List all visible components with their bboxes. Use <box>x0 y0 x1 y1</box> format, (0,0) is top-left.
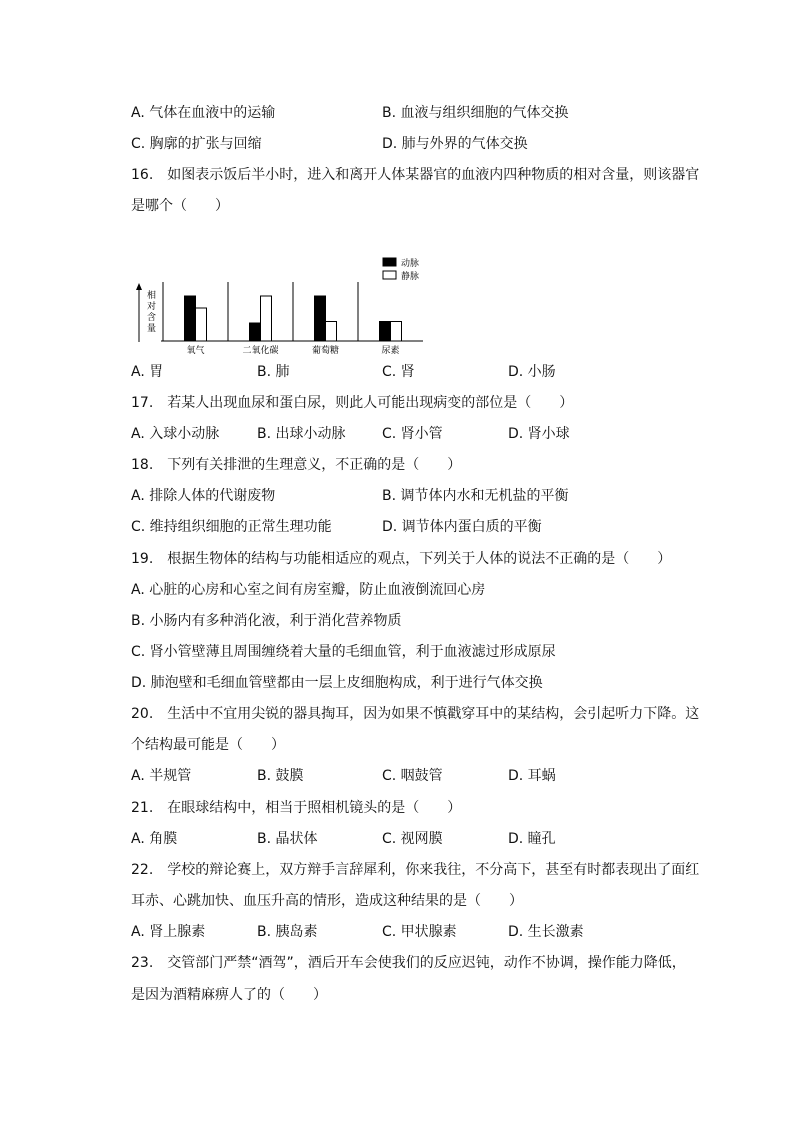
q22-option-a: A. 肾上腺素 <box>131 924 206 940</box>
y-axis-label-char: 对 <box>147 302 157 312</box>
q16-bar-chart <box>131 254 431 356</box>
q16-option-a: A. 胃 <box>131 364 164 380</box>
q18-option-a: A. 排除人体的代谢废物 <box>131 488 276 504</box>
category-label: 葡萄糖 <box>311 346 340 356</box>
q22-option-c: C. 甲状腺素 <box>382 924 457 940</box>
bar-artery-1 <box>250 323 261 341</box>
q17-option-c: C. 肾小管 <box>382 426 443 442</box>
y-axis-arrow-icon <box>136 283 142 290</box>
q19-option-c: C. 肾小管壁薄且周围缠绕着大量的毛细血管，利于血液滤过形成原尿 <box>131 644 556 660</box>
q16-option-c: C. 肾 <box>382 364 415 380</box>
y-axis-label-char: 量 <box>147 324 157 334</box>
y-axis-label-char: 含 <box>147 313 157 323</box>
q21-option-d: D. 瞳孔 <box>508 831 556 847</box>
q17-question: 17. 若某人出现血尿和蛋白尿，则此人可能出现病变的部位是（ ） <box>131 395 574 411</box>
q16-option-d: D. 小肠 <box>508 364 556 380</box>
q16-question-line2: 是哪个（ ） <box>131 198 229 214</box>
q19-option-a: A. 心脏的心房和心室之间有房室瓣，防止血液倒流回心房 <box>131 582 486 598</box>
q17-option-b: B. 出球小动脉 <box>257 426 346 442</box>
q15-option-b: B. 血液与组织细胞的气体交换 <box>382 105 569 121</box>
q18-option-d: D. 调节体内蛋白质的平衡 <box>382 519 542 535</box>
legend-swatch-vein <box>383 271 396 279</box>
category-label: 氧气 <box>186 346 205 356</box>
q22-question-line2: 耳赤、心跳加快、血压升高的情形，造成这种结果的是（ ） <box>131 893 523 909</box>
q21-option-a: A. 角膜 <box>131 831 178 847</box>
q20-option-b: B. 鼓膜 <box>257 768 304 784</box>
legend-swatch-artery <box>383 258 396 266</box>
bar-vein-0 <box>196 308 207 341</box>
q23-question-line1: 23. 交管部门严禁“酒驾”，酒后开车会使我们的反应迟钝，动作不协调，操作能力降低， <box>131 955 686 971</box>
q21-question: 21. 在眼球结构中，相当于照相机镜头的是（ ） <box>131 800 462 816</box>
q17-option-a: A. 入球小动脉 <box>131 426 220 442</box>
legend-label-vein: 静脉 <box>401 272 420 282</box>
q15-option-c: C. 胸廓的扩张与回缩 <box>131 136 262 152</box>
q19-option-b: B. 小肠内有多种消化液，利于消化营养物质 <box>131 613 402 629</box>
bar-vein-3 <box>391 322 402 342</box>
q17-option-d: D. 肾小球 <box>508 426 570 442</box>
legend <box>383 257 419 282</box>
q16-option-b: B. 肺 <box>257 364 290 380</box>
category-label: 尿素 <box>381 346 400 356</box>
q23-question-line2: 是因为酒精麻痹人了的（ ） <box>131 987 327 1003</box>
q18-question: 18. 下列有关排泄的生理意义，不正确的是（ ） <box>131 457 462 473</box>
q20-option-a: A. 半规管 <box>131 768 192 784</box>
q21-option-b: B. 晶状体 <box>257 831 318 847</box>
y-axis-label-char: 相 <box>147 291 157 301</box>
legend-label-artery: 动脉 <box>401 259 420 269</box>
category-label: 二氧化碳 <box>242 346 279 356</box>
y-axis-label <box>147 289 156 334</box>
q18-option-c: C. 维持组织细胞的正常生理功能 <box>131 519 332 535</box>
bar-artery-3 <box>380 322 391 342</box>
q20-option-d: D. 耳蜗 <box>508 768 556 784</box>
q20-option-c: C. 咽鼓管 <box>382 768 443 784</box>
bar-vein-1 <box>261 296 272 341</box>
q22-question-line1: 22. 学校的辩论赛上，双方辩手言辞犀利，你来我往，不分高下，甚至有时都表现出了面红 <box>131 862 700 878</box>
q15-option-a: A. 气体在血液中的运输 <box>131 105 276 121</box>
q15-option-d: D. 肺与外界的气体交换 <box>382 136 528 152</box>
q22-option-b: B. 胰岛素 <box>257 924 318 940</box>
q21-option-c: C. 视网膜 <box>382 831 443 847</box>
q18-option-b: B. 调节体内水和无机盐的平衡 <box>382 488 569 504</box>
q19-option-d: D. 肺泡壁和毛细血管壁都由一层上皮细胞构成，利于进行气体交换 <box>131 675 543 691</box>
q19-question: 19. 根据生物体的结构与功能相适应的观点，下列关于人体的说法不正确的是（ ） <box>131 551 672 567</box>
q20-question-line1: 20. 生活中不宜用尖锐的器具掏耳，因为如果不慎戳穿耳中的某结构，会引起听力下降。这 <box>131 706 700 722</box>
q16-question-line1: 16. 如图表示饭后半小时，进入和离开人体某器官的血液内四种物质的相对含量，则该器官 <box>131 167 700 183</box>
q20-question-line2: 个结构最可能是（ ） <box>131 737 285 753</box>
q22-option-d: D. 生长激素 <box>508 924 584 940</box>
bar-artery-0 <box>185 296 196 341</box>
bar-vein-2 <box>326 322 337 342</box>
bar-artery-2 <box>315 296 326 341</box>
